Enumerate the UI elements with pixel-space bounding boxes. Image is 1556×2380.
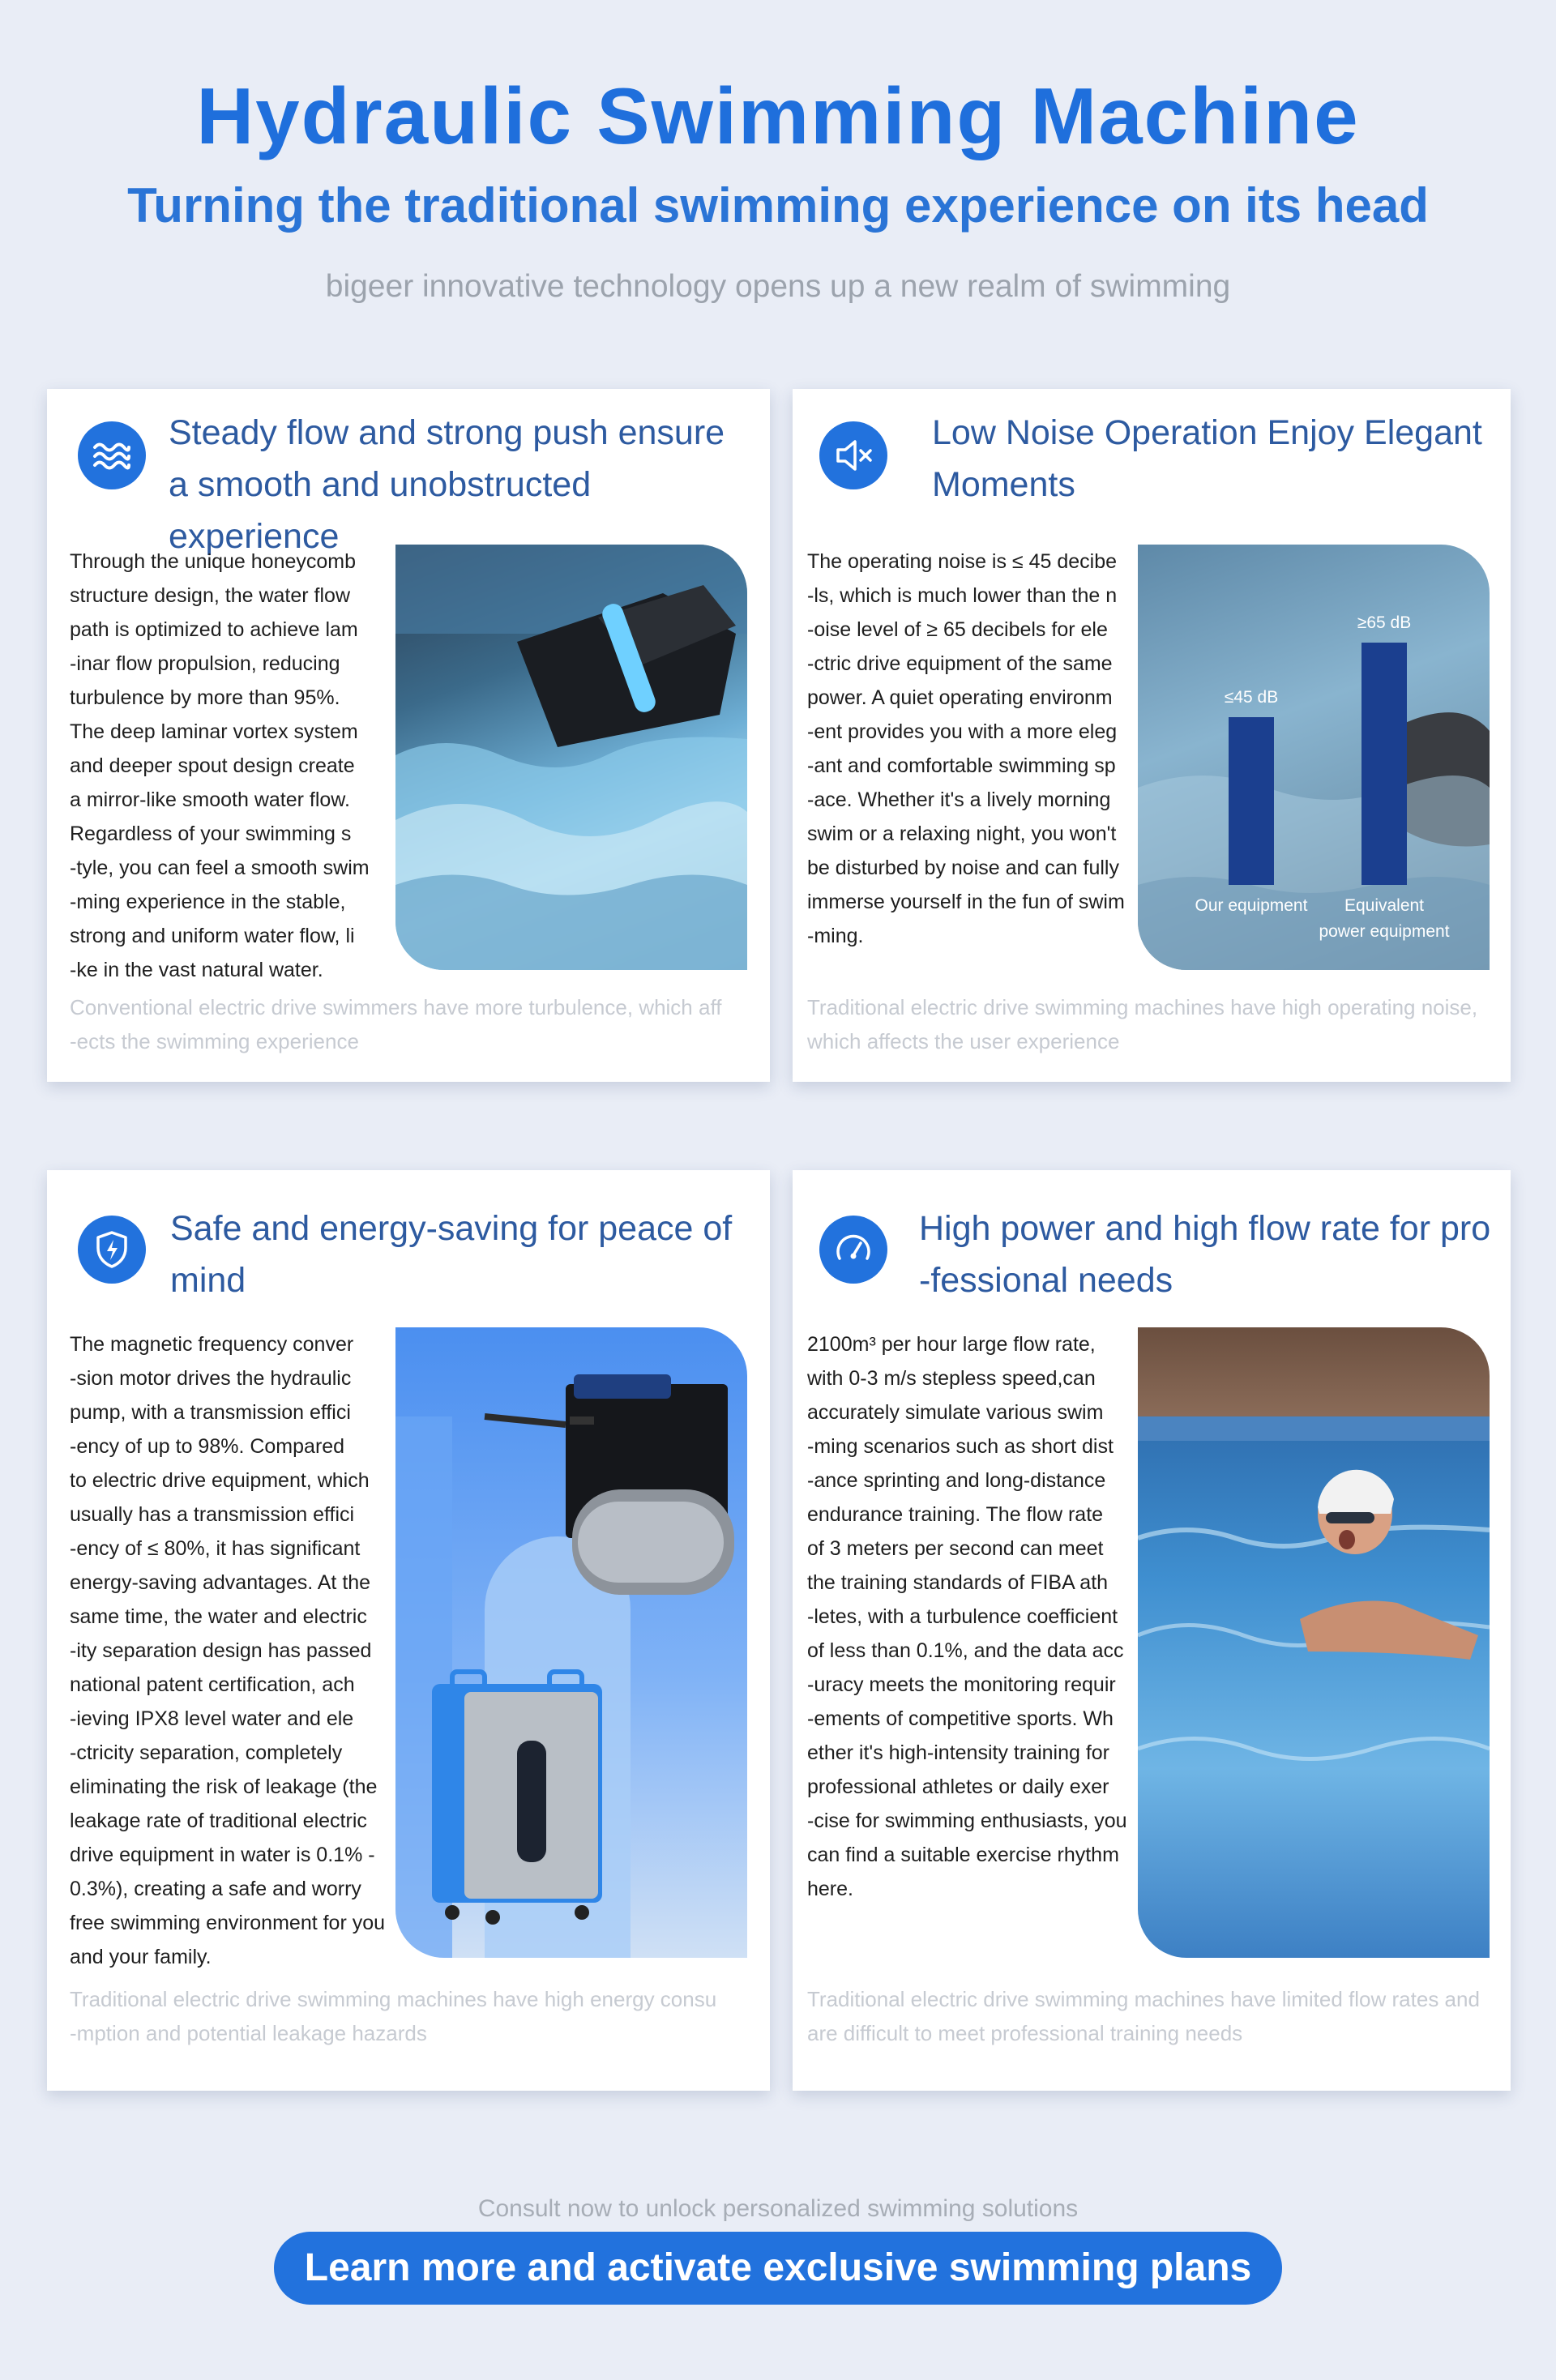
feature-card-high-power bbox=[793, 1170, 1511, 2091]
card-title: Safe and energy-saving for peace of mind bbox=[170, 1209, 733, 1300]
noise-bar-category-label: Equivalent power equipment bbox=[1319, 896, 1450, 941]
learn-more-button[interactable]: Learn more and activate exclusive swimming plans bbox=[274, 2232, 1282, 2305]
water-flow-photo bbox=[395, 545, 747, 970]
card-title: High power and high flow rate for pro -fessional needs bbox=[919, 1209, 1491, 1300]
card-body: The operating noise is ≤ 45 decibe -ls, which is much lower than the n -oise level of ≥ 65 decibels for ele -ctric drive equipment of the same power. A quiet operating environm -ent provides you with a more eleg -ant and comfortable swimming sp -ace. Whether it's a lively morning swim or a relaxing night, you won't be disturbed by noise and can fully immerse yourself in the fun of swim -ming. bbox=[807, 550, 1125, 947]
card-body: Through the unique honeycomb structure design, the water flow path is optimized to achieve lam -inar flow propulsion, reducing turbulence by more than 95%. The deep laminar vortex system and deeper spout design create a mirror-like smooth water flow. Regardless of your swimming s -tyle, you can feel a smooth swim -ming experience in the stable, strong and uniform water flow, li -ke in the vast natural water. bbox=[70, 550, 370, 981]
consult-text: Consult now to unlock personalized swimming solutions bbox=[477, 2195, 1079, 2222]
card-footnote: Conventional electric drive swimmers have more turbulence, which aff -ects the swimming experience bbox=[70, 995, 722, 1053]
feature-card-safe-energy bbox=[47, 1170, 770, 2091]
card-body: 2100m³ per hour large flow rate, with 0-3 m/s stepless speed,can accurately simulate various swim -ming scenarios such as short dist -ance sprinting and long-distance endurance training. The flow rate of 3 meters per second can meet the training standards of FIBA ath -letes, with a turbulence coefficient of less than 0.1%, and the data acc -uracy meets the monitoring requir -ements of competitive sports. Wh ether it's high-intensity training for professional athletes or daily exer -cise for swimming enthusiasts, you can find a suitable exercise rhythm here. bbox=[807, 1333, 1127, 1900]
noise-bar-value-label: ≥65 dB bbox=[1357, 613, 1412, 632]
machine-product-photo bbox=[395, 1327, 747, 1958]
page-tagline: bigeer innovative technology opens up a new realm of swimming bbox=[325, 269, 1231, 304]
noise-bar-value-label: ≤45 dB bbox=[1224, 688, 1279, 707]
card-title: Steady flow and strong push ensure a smooth and unobstructed experience bbox=[169, 413, 725, 556]
speaker-mute-icon bbox=[819, 421, 887, 489]
shield-bolt-icon bbox=[78, 1216, 146, 1284]
card-footnote: Traditional electric drive swimming machines have limited flow rates and are difficult to meet professional training needs bbox=[807, 1987, 1480, 2045]
gauge-icon bbox=[819, 1216, 887, 1284]
swimmer-photo bbox=[1138, 1327, 1490, 1958]
card-body: The magnetic frequency conver -sion motor drives the hydraulic pump, with a transmission effici -ency of up to 98%. Compared to electric drive equipment, which usually has a transmission effici -ency of ≤ 80%, it has significant energy-saving advantages. At the same time, the water and electric -ity separation design has passed national patent certification, ach -ieving IPX8 level water and ele -ctricity separation, completely eliminating the risk of leakage (the leakage rate of traditional electric drive equipment in water is 0.1% - 0.3%), creating a safe and worry free swimming environment for you and your family. bbox=[70, 1333, 386, 1968]
card-footnote: Traditional electric drive swimming machines have high operating noise, which affects the user experience bbox=[807, 995, 1478, 1053]
card-title: Low Noise Operation Enjoy Elegant Moments bbox=[932, 413, 1482, 504]
noise-bar-category-label: Our equipment bbox=[1195, 896, 1308, 915]
waves-icon bbox=[78, 421, 146, 489]
card-footnote: Traditional electric drive swimming machines have high energy consu -mption and potential leakage hazards bbox=[70, 1987, 717, 2045]
noise-chart-photo bbox=[1138, 545, 1490, 970]
feature-card-steady-flow bbox=[47, 389, 770, 1082]
noise-bar-1 bbox=[1229, 717, 1274, 885]
feature-card-low-noise bbox=[793, 389, 1511, 1082]
noise-bar-2 bbox=[1362, 643, 1407, 885]
page-title: Hydraulic Swimming Machine bbox=[196, 71, 1360, 160]
page-subtitle: Turning the traditional swimming experience on its head bbox=[127, 178, 1429, 233]
